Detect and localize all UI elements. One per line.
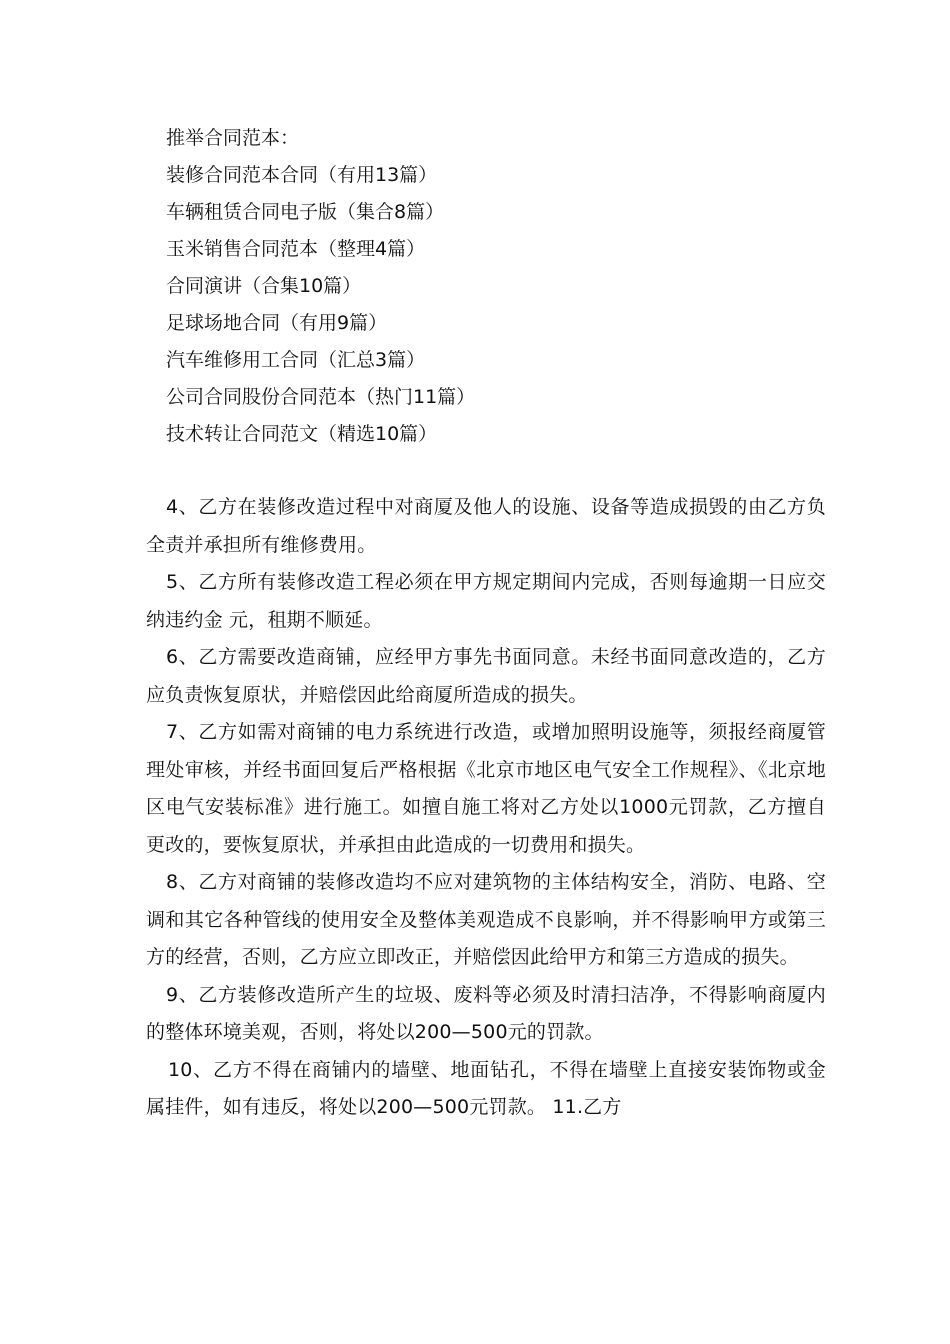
recommended-item[interactable]: 足球场地合同（有用9篇） xyxy=(166,312,388,334)
recommended-heading: 推举合同范本： xyxy=(166,127,300,149)
recommended-item[interactable]: 汽车维修用工合同（汇总3篇） xyxy=(166,349,426,371)
contract-clauses xyxy=(146,489,826,1127)
recommended-item[interactable]: 车辆租赁合同电子版（集合8篇） xyxy=(166,201,445,223)
clause-5: 5、乙方所有装修改造工程必须在甲方规定期间内完成，否则每逾期一日应交纳违约金 元，租期不顺延。 xyxy=(146,571,826,631)
clause-10: 10、乙方不得在商铺内的墙壁、地面钻孔，不得在墙壁上直接安装饰物或金属挂件，如有违反，将处以200—500元罚款。 11.乙方 xyxy=(146,1058,826,1118)
clause-4: 4、乙方在装修改造过程中对商厦及他人的设施、设备等造成损毁的由乙方负全责并承担所有维修费用。 xyxy=(146,496,826,556)
clause-7: 7、乙方如需对商铺的电力系统进行改造，或增加照明设施等，须报经商厦管理处审核，并经书面回复后严格根据《北京市地区电气安全工作规程》、《北京地区电气安装标准》进行施工。如擅自施工将对乙方处以1000元罚款，乙方擅自更改的，要恢复原状，并承担由此造成的一切费用和损失。 xyxy=(146,721,826,856)
recommended-item[interactable]: 合同演讲（合集10篇） xyxy=(166,275,362,297)
recommended-item[interactable]: 公司合同股份合同范本（热门11篇） xyxy=(166,386,476,408)
clause-9: 9、乙方装修改造所产生的垃圾、废料等必须及时清扫洁净，不得影响商厦内的整体环境美观，否则，将处以200—500元的罚款。 xyxy=(146,983,826,1043)
recommended-contracts-list xyxy=(166,120,806,453)
clause-8: 8、乙方对商铺的装修改造均不应对建筑物的主体结构安全，消防、电路、空调和其它各种管线的使用安全及整体美观造成不良影响，并不得影响甲方或第三方的经营，否则，乙方应立即改正，并赔偿因此给甲方和第三方造成的损失。 xyxy=(146,871,826,968)
recommended-item[interactable]: 玉米销售合同范本（整理4篇） xyxy=(166,238,426,260)
clause-6: 6、乙方需要改造商铺，应经甲方事先书面同意。未经书面同意改造的，乙方应负责恢复原状，并赔偿因此给商厦所造成的损失。 xyxy=(146,646,826,706)
recommended-item[interactable]: 技术转让合同范文（精选10篇） xyxy=(166,423,438,445)
recommended-item[interactable]: 装修合同范本合同（有用13篇） xyxy=(166,164,438,186)
